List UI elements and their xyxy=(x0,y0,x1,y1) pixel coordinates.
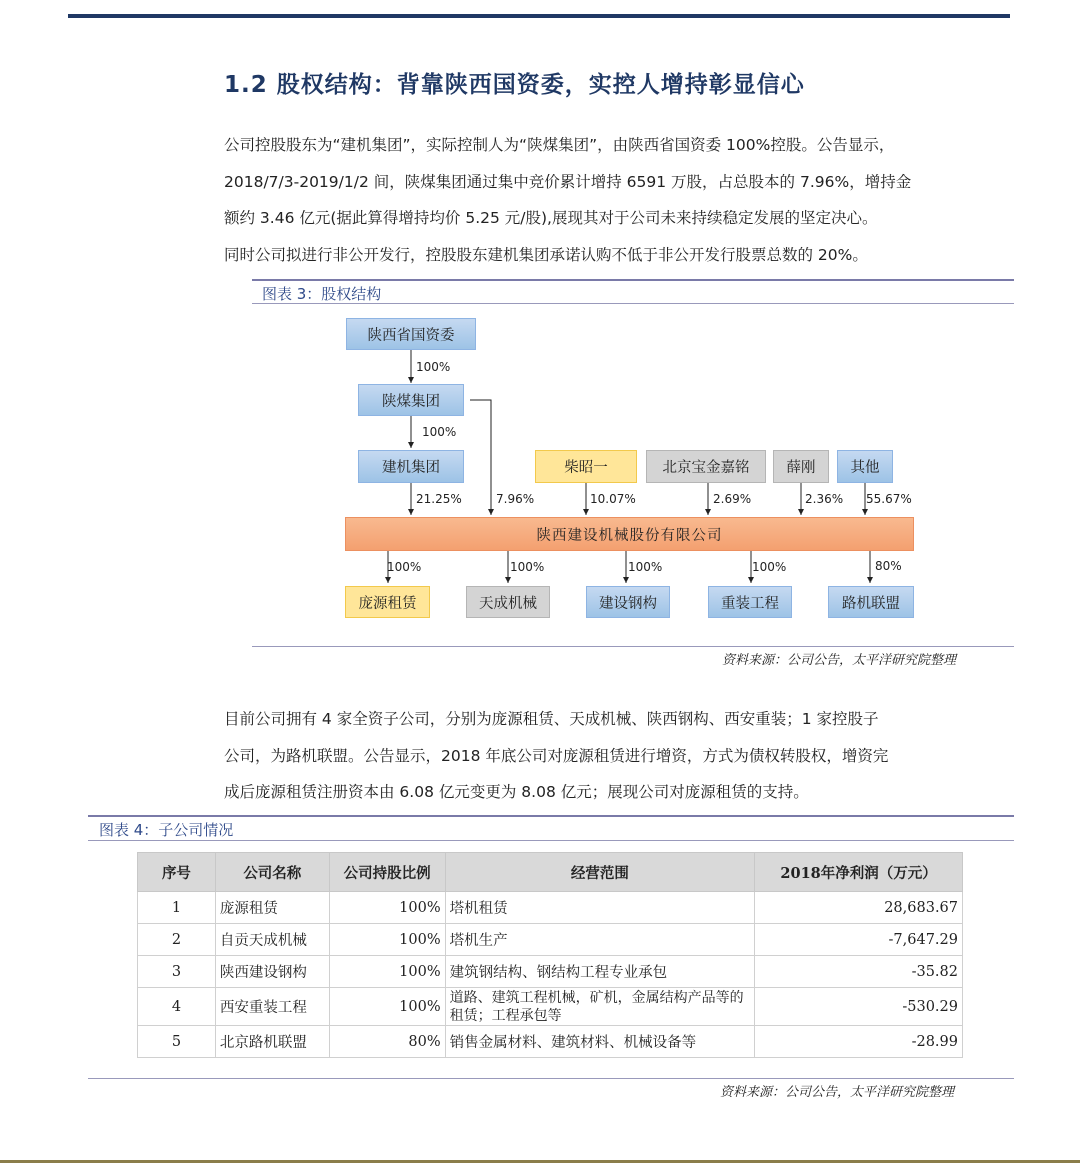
paragraph-subsidiaries xyxy=(224,701,1014,811)
node-others: 其他 xyxy=(837,450,893,483)
node-shaanmei-group: 陕煤集团 xyxy=(358,384,464,416)
header-net-profit: 2018年净利润（万元） xyxy=(755,853,963,892)
cell-scope: 销售金属材料、建筑材料、机械设备等 xyxy=(445,1026,755,1058)
pct-gangou: 100% xyxy=(628,560,663,574)
table-row xyxy=(138,988,963,1026)
header-company-name: 公司名称 xyxy=(215,853,329,892)
node-beijing-baojin: 北京宝金嘉铭 xyxy=(646,450,766,483)
cell-index: 5 xyxy=(138,1026,216,1058)
figure4-caption-rule xyxy=(88,840,1014,841)
cell-scope: 塔机租赁 xyxy=(445,892,755,924)
figure4-caption: 图表 4：子公司情况 xyxy=(99,821,234,839)
figure3-caption: 图表 3：股权结构 xyxy=(262,285,382,303)
cell-ownership: 100% xyxy=(329,956,445,988)
cell-scope: 道路、建筑工程机械，矿机，金属结构产品等的租赁；工程承包等 xyxy=(445,988,755,1026)
table-row xyxy=(138,956,963,988)
cell-company: 北京路机联盟 xyxy=(215,1026,329,1058)
pct-shaanmei-company: 7.96% xyxy=(496,492,535,506)
section-heading: 1.2 股权结构：背靠陕西国资委，实控人增持彰显信心 xyxy=(224,72,805,98)
node-road-machinery-alliance: 路机联盟 xyxy=(828,586,914,618)
cell-index: 1 xyxy=(138,892,216,924)
cell-index: 3 xyxy=(138,956,216,988)
paragraph-line: 成后庞源租赁注册资本由 6.08 亿元变更为 8.08 亿元；展现公司对庞源租赁的支持。 xyxy=(224,783,809,801)
node-jianji-group: 建机集团 xyxy=(358,450,464,483)
figure4-top-rule xyxy=(88,815,1014,817)
figure3-source: 资料来源：公司公告，太平洋研究院整理 xyxy=(722,653,957,668)
cell-profit: 28,683.67 xyxy=(755,892,963,924)
pct-shaanmei-jianji: 100% xyxy=(422,425,457,439)
paragraph-line: 公司控股股东为“建机集团”，实际控制人为“陕煤集团”，由陕西省国资委 100%控股。公告显示， xyxy=(224,136,895,154)
cell-scope: 建筑钢结构、钢结构工程专业承包 xyxy=(445,956,755,988)
paragraph-line: 2018/7/3-2019/1/2 间，陕煤集团通过集中竞价累计增持 6591 万股，占总股本的 7.96%，增持金 xyxy=(224,172,912,191)
node-company: 陕西建设机械股份有限公司 xyxy=(345,517,914,551)
figure4-bottom-rule xyxy=(88,1078,1014,1079)
figure4-source: 资料来源：公司公告，太平洋研究院整理 xyxy=(720,1085,955,1100)
cell-profit: -530.29 xyxy=(755,988,963,1026)
cell-ownership: 100% xyxy=(329,988,445,1026)
pct-chai-company: 10.07% xyxy=(590,492,636,506)
node-xue-gang: 薛刚 xyxy=(773,450,829,483)
cell-company: 庞源租赁 xyxy=(215,892,329,924)
cell-ownership: 100% xyxy=(329,924,445,956)
cell-company: 陕西建设钢构 xyxy=(215,956,329,988)
pct-luji: 80% xyxy=(875,559,902,573)
table-row xyxy=(138,924,963,956)
pct-xue-company: 2.36% xyxy=(805,492,844,506)
header-business-scope: 经营范围 xyxy=(445,853,755,892)
node-tiancheng-machinery: 天成机械 xyxy=(466,586,550,618)
paragraph-line: 目前公司拥有 4 家全资子公司，分别为庞源租赁、天成机械、陕西钢构、西安重装；1 家控股子 xyxy=(224,710,879,728)
subsidiary-table xyxy=(137,852,963,1058)
paragraph-line: 公司，为路机联盟。公告显示，2018 年底公司对庞源租赁进行增资，方式为债权转股权，增资完 xyxy=(224,746,889,765)
table-header-row xyxy=(138,853,963,892)
footer-rule xyxy=(0,1160,1080,1163)
pct-tiancheng: 100% xyxy=(510,560,545,574)
cell-profit: -35.82 xyxy=(755,956,963,988)
pct-others-company: 55.67% xyxy=(866,492,912,506)
pct-sasac-shaanmei: 100% xyxy=(416,360,451,374)
cell-index: 2 xyxy=(138,924,216,956)
figure3-bottom-rule xyxy=(252,646,1014,647)
pct-jianji-company: 21.25% xyxy=(416,492,462,506)
cell-index: 4 xyxy=(138,988,216,1026)
pct-pangyuan: 100% xyxy=(387,560,422,574)
cell-ownership: 80% xyxy=(329,1026,445,1058)
node-construction-steel: 建设钢构 xyxy=(586,586,670,618)
paragraph-line: 额约 3.46 亿元(据此算得增持均价 5.25 元/股),展现其对于公司未来持续稳定发展的坚定决心。 xyxy=(224,209,878,227)
cell-scope: 塔机生产 xyxy=(445,924,755,956)
node-heavy-equipment: 重装工程 xyxy=(708,586,792,618)
cell-company: 西安重装工程 xyxy=(215,988,329,1026)
node-pangyuan-leasing: 庞源租赁 xyxy=(345,586,430,618)
header-ownership: 公司持股比例 xyxy=(329,853,445,892)
node-chai-zhaoyi: 柴昭一 xyxy=(535,450,637,483)
pct-baojin-company: 2.69% xyxy=(713,492,752,506)
node-shaanxi-sasac: 陕西省国资委 xyxy=(346,318,476,350)
cell-ownership: 100% xyxy=(329,892,445,924)
cell-profit: -7,647.29 xyxy=(755,924,963,956)
table-row xyxy=(138,892,963,924)
cell-company: 自贡天成机械 xyxy=(215,924,329,956)
table-row xyxy=(138,1026,963,1058)
header-index: 序号 xyxy=(138,853,216,892)
paragraph-line: 同时公司拟进行非公开发行，控股股东建机集团承诺认购不低于非公开发行股票总数的 20%。 xyxy=(224,245,868,264)
pct-zhongzhuang: 100% xyxy=(752,560,787,574)
cell-profit: -28.99 xyxy=(755,1026,963,1058)
